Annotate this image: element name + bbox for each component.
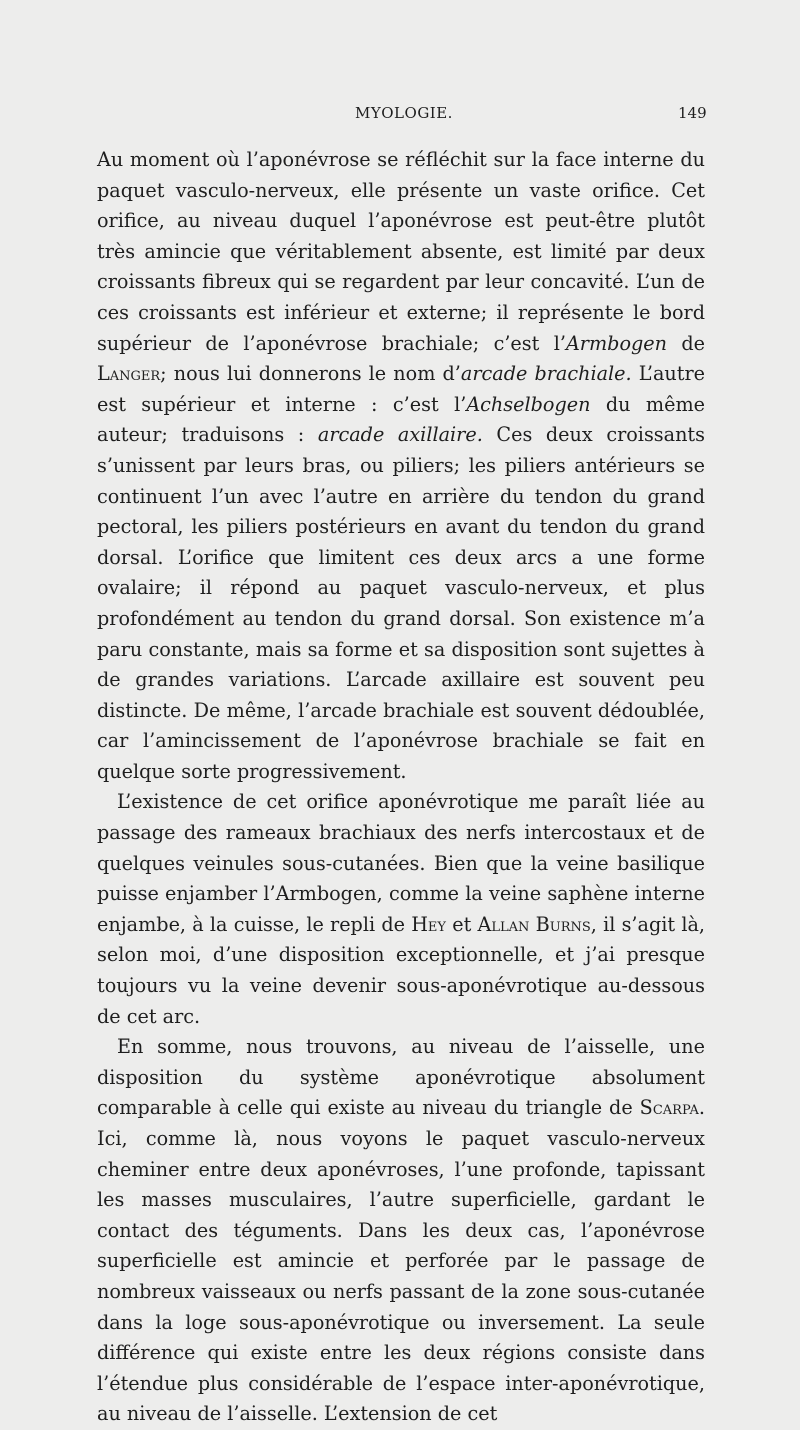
italic-term: Armbogen (565, 331, 667, 355)
text-run: du même auteur; traduisons : (97, 392, 706, 447)
text-run: , il s’agit là, selon moi, d’une disposition exceptionnelle, et j’ai presque toujours vu la veine devenir sous-aponévrotique au-dessous de cet arc. (97, 912, 705, 1028)
text-run: et (446, 912, 478, 936)
text-run: Au moment où l’aponévrose se réfléchit sur la face interne du paquet vasculo-nerveux, elle présente un vaste orifice. Cet orifice, au niveau duquel l’aponévrose est peut-être plutôt très amincie que véritablement absente, est limité par deux croissants fibreux qui se regardent par leur concavité. L’un de ces croissants est inférieur et externe; il représente le bord supérieur de l’aponévrose brachiale; c’est l’ (97, 148, 705, 355)
page-number: 149 (678, 104, 707, 122)
author-name: Allan Burns (477, 912, 591, 936)
italic-term: arcade axillaire. (317, 423, 483, 447)
author-name: Langer (97, 362, 161, 386)
paragraph (97, 145, 705, 787)
text-run: L’autre est supérieur et interne : c’est l’ (97, 362, 705, 416)
running-header (0, 104, 800, 128)
text-run: Ces deux croissants s’unissent par leurs bras, ou piliers; les piliers antérieurs se continuent l’un avec l’autre en arrière du tendon du grand pectoral, les piliers postérieurs en avant du tendon du grand dorsal. L’orifice que limitent ces deux arcs a une forme ovalaire; il répond au paquet vasculo-nerveux, et plus profondément au tendon du grand dorsal. Son existence m’a paru constante, mais sa forme et sa disposition sont sujettes à de grandes variations. L’arcade axillaire est souvent peu distincte. De même, l’arcade brachiale est souvent dédoublée, car l’amincissement de l’aponévrose brachiale se fait en quelque sorte progressivement. (97, 423, 705, 783)
body-text (97, 145, 705, 1430)
author-name: Hey (411, 912, 447, 936)
paragraph (97, 787, 705, 1032)
text-run: En somme, nous trouvons, au niveau de l’aisselle, une disposition du système aponévrotique absolument comparable à celle qui existe au niveau du triangle de (97, 1035, 705, 1120)
author-name: Scarpa (639, 1096, 699, 1120)
paragraph (97, 1032, 705, 1430)
text-run: de (667, 331, 705, 355)
running-title: MYOLOGIE. (355, 104, 453, 122)
text-run: . Ici, comme là, nous voyons le paquet vasculo-nerveux cheminer entre deux aponévroses, l’une profonde, tapissant les masses musculaires, l’autre superficielle, gardant le contact des téguments. Dans les deux cas, l’aponévrose superficielle est amincie et perforée par le passage de nombreux vaisseaux ou nerfs passant de la zone sous-cutanée dans la loge sous-aponévrotique ou inversement. La seule différence qui existe entre les deux régions consiste dans l’étendue plus considérable de l’espace inter-aponévrotique, au niveau de l’aisselle. L’extension de cet (97, 1096, 705, 1426)
italic-term: Achselbogen (466, 392, 591, 416)
text-run: ; nous lui donnerons le nom d’ (160, 362, 461, 386)
italic-term: arcade brachiale. (460, 362, 632, 386)
text-run: L’existence de cet orifice aponévrotique me paraît liée au passage des rameaux brachiaux des nerfs intercostaux et de quelques veinules sous-cutanées. Bien que la veine basilique puisse enjamber l’Armbogen, comme la veine saphène interne enjambe, à la cuisse, le repli de (97, 790, 705, 936)
